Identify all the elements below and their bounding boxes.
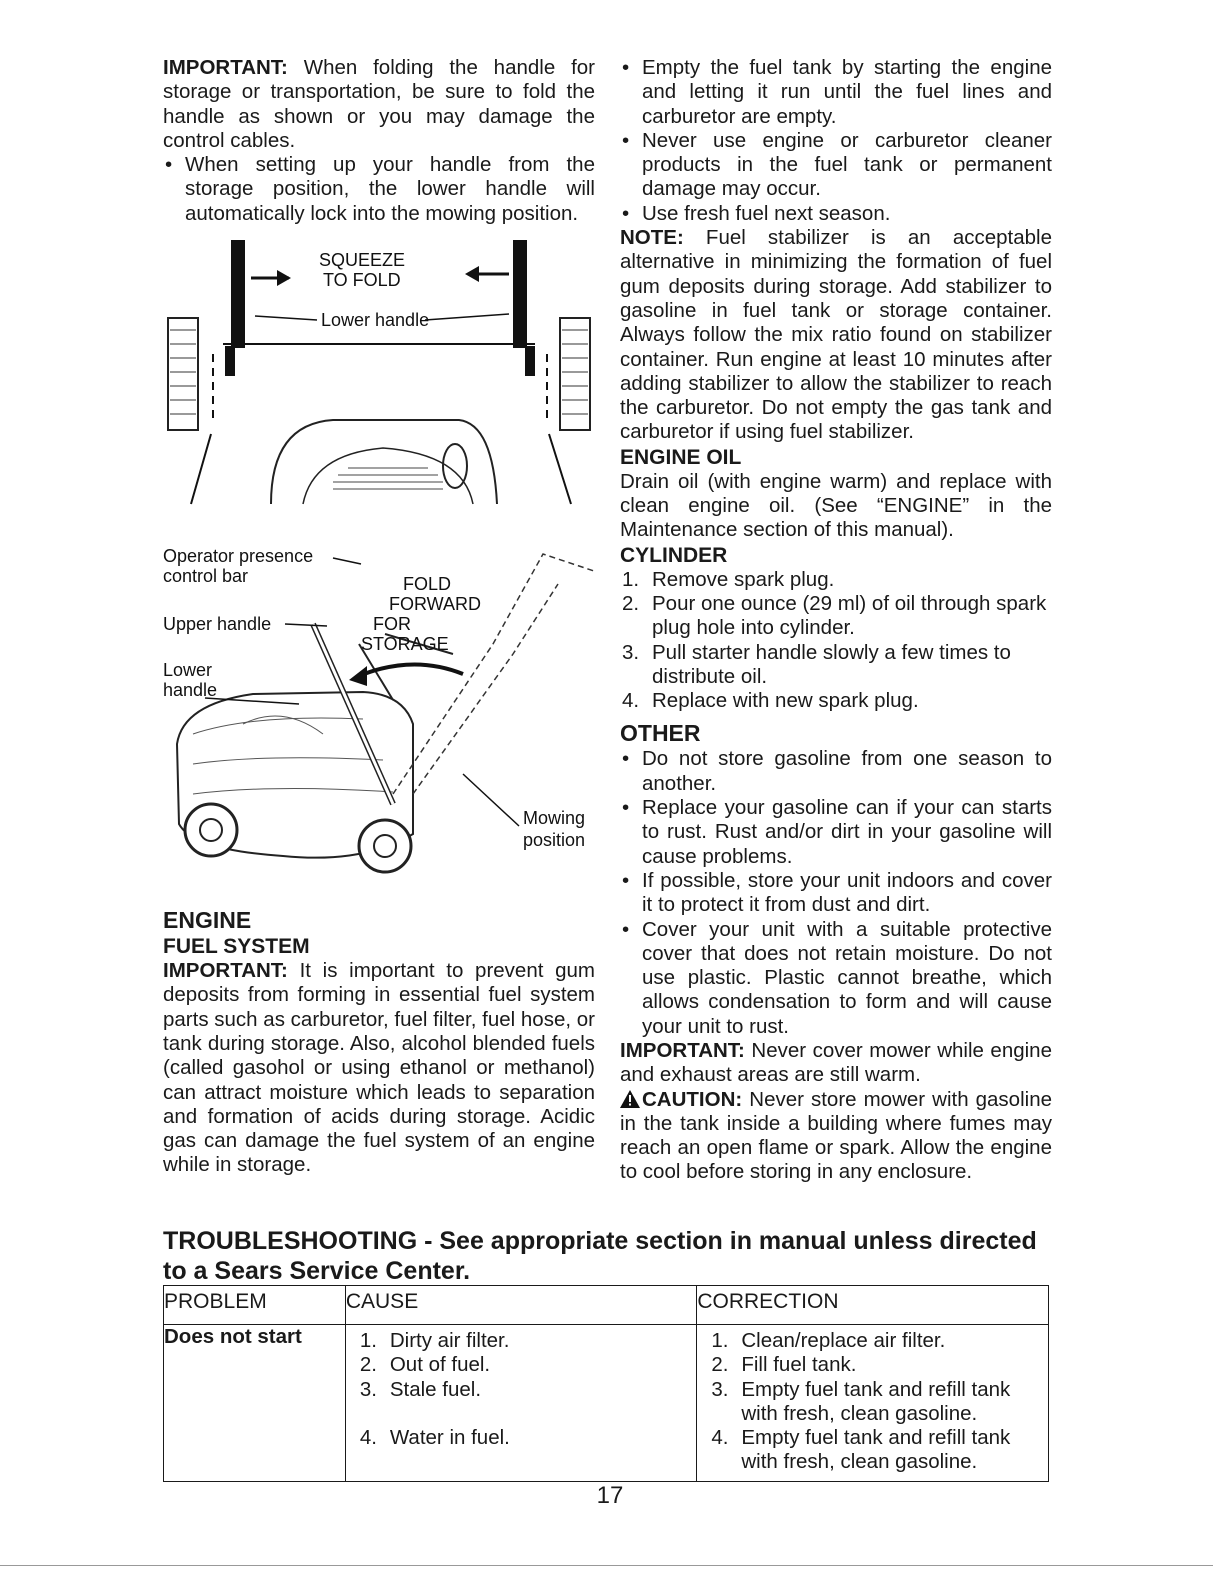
step-text: Pull starter handle slowly a few times to distribute oil.: [652, 640, 1011, 688]
lower-handle-label-line2: handle: [163, 680, 218, 701]
bullet-other: • Cover your unit with a suitable protective cover that does not retain moisture. Do not use plastic. Plastic cannot breathe, which allows condensation to form and will cause your unit to rust.: [620, 918, 1052, 1039]
mowing-label-line2: position: [523, 830, 586, 851]
left-column: [163, 56, 595, 1178]
lower-handle-label-line1: Lower: [163, 660, 213, 681]
operator-bar-label-line2: control bar: [163, 566, 249, 587]
note-text: Fuel stabilizer is an acceptable alternative in minimizing the formation of fuel gum deposits during storage. Add stabilizer to gasoline in fuel tank or storage container. Always follow the mix ratio found on stabilizer container. Run engine at least 10 minutes after adding stabilizer to allow the stabilizer to reach the carburetor. Do not empty the gas tank and carburetor if using fuel stabilizer.: [620, 226, 1052, 444]
note-paragraph: [620, 226, 1052, 445]
operator-bar-label-line1: Operator presence: [163, 546, 314, 567]
item-text: Stale fuel.: [389, 1377, 482, 1401]
cause-item: [346, 1329, 697, 1353]
item-text: Empty fuel tank and refill tank with fresh, clean gasoline.: [741, 1426, 1011, 1474]
caution-text: Never store mower with gasoline in the tank inside a building where fumes may reach an open flame or spark. Allow the engine to cool before storing in any enclosure.: [620, 1087, 1052, 1184]
header-correction: CORRECTION: [697, 1286, 1049, 1325]
bullet-other: • If possible, store your unit indoors and cover it to protect it from dust and dirt.: [620, 869, 1052, 918]
item-text: Out of fuel.: [389, 1353, 491, 1377]
item-number: 4.: [711, 1426, 729, 1450]
troubleshooting-table: [163, 1285, 1049, 1482]
bullet-other: • Replace your gasoline can if your can starts to rust. Rust and/or dirt in your gasoline will cause problems.: [620, 796, 1052, 869]
item-number: 2.: [359, 1353, 377, 1377]
important-folding-paragraph: [163, 56, 595, 153]
cylinder-step: [620, 568, 1052, 592]
step-text: Pour one ounce (29 ml) of oil through spark plug hole into cylinder.: [652, 591, 1047, 640]
bottom-rule: [0, 1565, 1213, 1566]
cylinder-step: [620, 592, 1052, 641]
correction-item: [697, 1353, 1048, 1377]
left-wheel-shape: [168, 318, 198, 430]
step-number: 4.: [622, 689, 640, 713]
important-text: It is important to prevent gum deposits from forming in essential fuel system parts such as carburetor, fuel filter, fuel hose, or tank during storage. Also, alcohol blended fuels (called gasohol or using ethanol or methanol) can attract moisture which leads to separation and formation of acids during storage. Acidic gas can damage the fuel system of an engine while in storage.: [163, 959, 595, 1177]
header-cause: CAUSE: [345, 1286, 697, 1325]
bullet-handle-setup: • When setting up your handle from the storage position, the lower handle will automatically lock into the mowing position.: [163, 153, 595, 226]
squeeze-label-line2: TO FOLD: [323, 270, 401, 291]
fold-label-line4: STORAGE: [361, 634, 449, 655]
step-number: 2.: [622, 591, 640, 615]
item-number: 2.: [711, 1353, 729, 1377]
item-text: Dirty air filter.: [389, 1329, 510, 1352]
correction-item: [697, 1329, 1048, 1353]
fuel-system-heading: FUEL SYSTEM: [163, 935, 310, 959]
correction-item: [697, 1426, 1048, 1475]
cause-item: [346, 1426, 697, 1450]
squeeze-label-line1: SQUEEZE: [319, 250, 406, 271]
engine-heading: ENGINE: [163, 907, 252, 934]
causes-cell: [345, 1325, 697, 1482]
important-fuel-paragraph: [163, 959, 595, 1178]
bullet-empty-tank: • Empty the fuel tank by starting the engine and letting it run until the fuel lines and carburetor are empty.: [620, 56, 1052, 129]
important-label: IMPORTANT:: [163, 959, 288, 983]
page-number: 17: [596, 1482, 624, 1509]
step-text: Remove spark plug.: [652, 567, 835, 591]
important-label: IMPORTANT:: [620, 1038, 745, 1062]
handle-squeeze-figure: [163, 234, 595, 534]
corrections-cell: [697, 1325, 1049, 1482]
cylinder-step: [620, 689, 1052, 713]
engine-oil-heading: ENGINE OIL: [620, 445, 742, 469]
fold-label-line1: FOLD: [403, 574, 452, 595]
left-handle-bar: [231, 240, 245, 348]
lower-handle-label: Lower handle: [321, 310, 430, 331]
warning-triangle-icon: [620, 1090, 640, 1108]
note-label: NOTE:: [620, 226, 684, 250]
important-label: IMPORTANT:: [163, 56, 288, 79]
fold-label-line3: FOR: [373, 614, 411, 635]
important-cover-paragraph: [620, 1039, 1052, 1088]
fold-label-line2: FORWARD: [389, 594, 481, 615]
bullet-never-cleaner: • Never use engine or carburetor cleaner products in the fuel tank or permanent damage may occur.: [620, 129, 1052, 202]
item-number: 3.: [359, 1377, 377, 1401]
table-row: [164, 1325, 1049, 1482]
cylinder-step: [620, 641, 1052, 690]
item-text: Fill fuel tank.: [741, 1353, 857, 1377]
important-text: Never cover mower while engine and exhaust areas are still warm.: [620, 1038, 1052, 1087]
caution-label: CAUTION:: [642, 1087, 743, 1111]
step-number: 1.: [622, 567, 640, 591]
item-number: 4.: [359, 1426, 377, 1450]
item-text: Clean/replace air filter.: [741, 1329, 946, 1352]
upper-handle-label: Upper handle: [163, 614, 272, 635]
item-text: Water in fuel.: [389, 1426, 510, 1450]
fold-forward-figure: [163, 534, 595, 904]
item-number: 3.: [711, 1377, 729, 1401]
mowing-label-line1: Mowing: [523, 808, 586, 829]
item-number: 1.: [711, 1329, 729, 1352]
engine-oil-text: Drain oil (with engine warm) and replace with clean engine oil. (See “ENGINE” in the Maintenance section of this manual).: [620, 469, 1052, 542]
important-text: When folding the handle for storage or transportation, be sure to fold the handle as shown or you may damage the control cables.: [163, 56, 595, 152]
right-handle-bar: [513, 240, 527, 348]
troubleshooting-title: TROUBLESHOOTING - See appropriate section in manual unless directed to a Sears Service Center.: [163, 1227, 1037, 1285]
cause-item: [346, 1378, 697, 1427]
step-text: Replace with new spark plug.: [652, 689, 919, 713]
correction-item: [697, 1378, 1048, 1427]
right-wheel-shape: [560, 318, 590, 430]
table-header-row: [164, 1286, 1049, 1325]
other-heading: OTHER: [620, 720, 701, 747]
bullet-other: • Do not store gasoline from one season to another.: [620, 747, 1052, 796]
item-text: Empty fuel tank and refill tank with fresh, clean gasoline.: [741, 1377, 1011, 1425]
caution-paragraph: [620, 1088, 1052, 1185]
header-problem: PROBLEM: [164, 1286, 346, 1325]
step-number: 3.: [622, 640, 640, 664]
cylinder-heading: CYLINDER: [620, 543, 728, 567]
bullet-fresh-fuel: • Use fresh fuel next season.: [620, 202, 1052, 226]
problem-cell: Does not start: [164, 1325, 346, 1482]
cause-item: [346, 1353, 697, 1377]
item-number: 1.: [359, 1329, 377, 1352]
right-column: [620, 56, 1052, 1185]
